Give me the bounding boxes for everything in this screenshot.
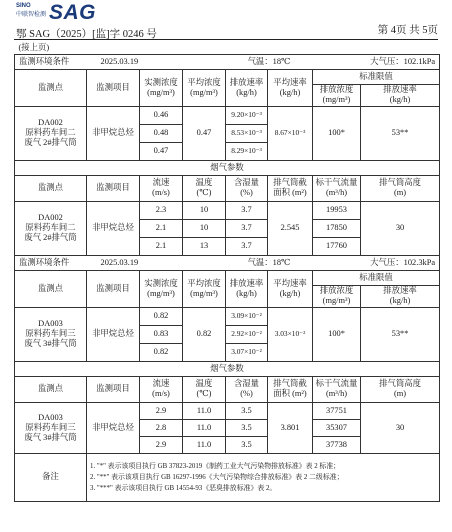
moisture-value: 3.5 xyxy=(226,419,268,436)
avg-conc-value: 0.47 xyxy=(183,106,226,160)
monitoring-table xyxy=(14,42,440,502)
col-item: 监测项目 xyxy=(87,270,140,307)
temp-value: 11.0 xyxy=(183,419,226,436)
flue-col-point: 监测点 xyxy=(15,175,87,201)
remarks-label: 备注 xyxy=(15,453,87,501)
conc-value: 0.46 xyxy=(140,106,183,124)
moisture-value: 3.7 xyxy=(226,237,268,255)
col-conc: 实测浓度 (mg/m³) xyxy=(140,270,183,307)
remarks-text xyxy=(87,453,440,501)
env-temp: 气温：18℃ xyxy=(226,54,313,69)
flow-value: 17760 xyxy=(313,237,361,255)
monitoring-point: DA003 原料药车间三 废气 3#排气筒 xyxy=(15,307,87,361)
table-row xyxy=(15,106,440,124)
page-number: 第 4页 共 5页 xyxy=(377,25,438,36)
flue-header-row xyxy=(15,175,440,201)
flue-col-speed: 流速 (m/s) xyxy=(140,376,183,402)
table-row xyxy=(15,201,440,219)
rate-value: 3.07×10⁻² xyxy=(226,343,268,361)
env-temp: 气温：18℃ xyxy=(226,255,313,270)
moisture-value: 3.7 xyxy=(226,201,268,219)
flow-value: 37738 xyxy=(313,436,361,453)
conc-value: 0.82 xyxy=(140,307,183,325)
flue-title: 烟气参数 xyxy=(15,361,440,376)
env-date: 2025.03.19 xyxy=(87,54,226,69)
conc-value: 0.47 xyxy=(140,142,183,160)
remark-line: 1. "*" 表示该项目执行 GB 37823-2019《制药工业大气污染物排放标准》表 2 标准； xyxy=(90,462,341,470)
limit-rate-value: 53** xyxy=(361,307,440,361)
col-limit-conc: 排放浓度 (mg/m³) xyxy=(313,84,361,106)
col-avg-conc: 平均浓度 (mg/m³) xyxy=(183,270,226,307)
flue-col-item: 监测项目 xyxy=(87,175,140,201)
continued-row xyxy=(15,42,440,54)
flue-col-flow: 标干气流量 (m³/h) xyxy=(313,376,361,402)
flue-col-point: 监测点 xyxy=(15,376,87,402)
speed-value: 2.9 xyxy=(140,402,183,419)
rate-value: 8.53×10⁻³ xyxy=(226,124,268,142)
flow-value: 35307 xyxy=(313,419,361,436)
conc-value: 0.83 xyxy=(140,325,183,343)
height-value: 30 xyxy=(361,201,440,255)
temp-value: 13 xyxy=(183,237,226,255)
table-header-row xyxy=(15,69,440,84)
temp-value: 10 xyxy=(183,219,226,237)
flue-col-height: 排气筒高度 (m) xyxy=(361,376,440,402)
monitoring-point: DA002 原料药车间二 废气 2#排气筒 xyxy=(15,106,87,160)
monitoring-item: 非甲烷总烃 xyxy=(87,307,140,361)
speed-value: 2.3 xyxy=(140,201,183,219)
flue-col-area: 排气筒截 面积 (m²) xyxy=(268,376,313,402)
speed-value: 2.1 xyxy=(140,237,183,255)
env-conditions-row xyxy=(15,255,440,270)
flue-col-area: 排气筒截 面积 (m²) xyxy=(268,175,313,201)
moisture-value: 3.5 xyxy=(226,402,268,419)
monitoring-item: 非甲烷总烃 xyxy=(87,201,140,255)
temp-value: 11.0 xyxy=(183,402,226,419)
area-value: 2.545 xyxy=(268,201,313,255)
speed-value: 2.8 xyxy=(140,419,183,436)
header-divider xyxy=(14,39,438,40)
env-label: 监测环境条件 xyxy=(15,54,87,69)
continued-label: (接上页) xyxy=(18,42,50,52)
flue-col-height: 排气筒高度 (m) xyxy=(361,175,440,201)
flow-value: 19953 xyxy=(313,201,361,219)
col-avg-rate: 平均速率 (kg/h) xyxy=(268,69,313,106)
col-rate: 排放速率 (kg/h) xyxy=(226,69,268,106)
speed-value: 2.1 xyxy=(140,219,183,237)
moisture-value: 3.5 xyxy=(226,436,268,453)
env-pressure: 大气压：102.3kPa xyxy=(313,255,440,270)
col-rate: 排放速率 (kg/h) xyxy=(226,270,268,307)
flue-col-temp: 温度 (℃) xyxy=(183,175,226,201)
height-value: 30 xyxy=(361,402,440,453)
remarks-row xyxy=(15,453,440,501)
rate-value: 8.29×10⁻³ xyxy=(226,142,268,160)
logo-small-text: SINO xyxy=(16,3,31,9)
flow-value: 17850 xyxy=(313,219,361,237)
env-date: 2025.03.19 xyxy=(87,255,226,270)
limit-conc-value: 100* xyxy=(313,106,361,160)
flue-title: 烟气参数 xyxy=(15,160,440,175)
conc-value: 0.48 xyxy=(140,124,183,142)
col-limit-rate: 排放速率 (kg/h) xyxy=(361,84,440,106)
remark-line: 2. "**" 表示该项目执行 GB 16297-1996《大气污染物综合排放标准》表 2 二级标准； xyxy=(90,473,344,481)
avg-rate-value: 3.03×10⁻² xyxy=(268,307,313,361)
remark-line: 3. "***" 表示该项目执行 GB 14554-93《恶臭排放标准》表 2。 xyxy=(90,484,277,492)
col-limit-rate: 排放速率 (kg/h) xyxy=(361,285,440,307)
flue-col-moisture: 含湿量 (%) xyxy=(226,376,268,402)
rate-value: 2.92×10⁻² xyxy=(226,325,268,343)
col-limit: 标准限值 xyxy=(313,69,440,84)
monitoring-point: DA003 原料药车间三 废气 3#排气筒 xyxy=(15,402,87,453)
col-limit: 标准限值 xyxy=(313,270,440,285)
col-point: 监测点 xyxy=(15,270,87,307)
flue-col-temp: 温度 (℃) xyxy=(183,376,226,402)
limit-conc-value: 100* xyxy=(313,307,361,361)
env-label: 监测环境条件 xyxy=(15,255,87,270)
flue-col-speed: 流速 (m/s) xyxy=(140,175,183,201)
avg-rate-value: 8.67×10⁻³ xyxy=(268,106,313,160)
table-row xyxy=(15,402,440,419)
col-limit-conc: 排放浓度 (mg/m³) xyxy=(313,285,361,307)
conc-value: 0.82 xyxy=(140,343,183,361)
flue-col-item: 监测项目 xyxy=(87,376,140,402)
logo-wordmark: SAG xyxy=(49,1,97,24)
env-pressure: 大气压：102.1kPa xyxy=(313,54,440,69)
temp-value: 11.0 xyxy=(183,436,226,453)
temp-value: 10 xyxy=(183,201,226,219)
col-point: 监测点 xyxy=(15,69,87,106)
col-conc: 实测浓度 (mg/m³) xyxy=(140,69,183,106)
flue-col-flow: 标干气流量 (m³/h) xyxy=(313,175,361,201)
rate-value: 9.20×10⁻³ xyxy=(226,106,268,124)
flue-title-row xyxy=(15,361,440,376)
area-value: 3.801 xyxy=(268,402,313,453)
env-conditions-row xyxy=(15,54,440,69)
limit-rate-value: 53** xyxy=(361,106,440,160)
document-number: 鄂 SAG（2025）[监]字 0246 号 xyxy=(16,29,157,40)
flue-title-row xyxy=(15,160,440,175)
col-avg-conc: 平均浓度 (mg/m³) xyxy=(183,69,226,106)
moisture-value: 3.7 xyxy=(226,219,268,237)
avg-conc-value: 0.82 xyxy=(183,307,226,361)
col-avg-rate: 平均速率 (kg/h) xyxy=(268,270,313,307)
flue-col-moisture: 含湿量 (%) xyxy=(226,175,268,201)
table-row xyxy=(15,307,440,325)
flue-header-row xyxy=(15,376,440,402)
monitoring-point: DA002 原料药车间二 废气 2#排气筒 xyxy=(15,201,87,255)
col-item: 监测项目 xyxy=(87,69,140,106)
monitoring-item: 非甲烷总烃 xyxy=(87,402,140,453)
speed-value: 2.9 xyxy=(140,436,183,453)
logo-company-name: 中联智检测 xyxy=(16,11,47,18)
monitoring-item: 非甲烷总烃 xyxy=(87,106,140,160)
table-header-row xyxy=(15,270,440,285)
flow-value: 37751 xyxy=(313,402,361,419)
rate-value: 3.09×10⁻² xyxy=(226,307,268,325)
